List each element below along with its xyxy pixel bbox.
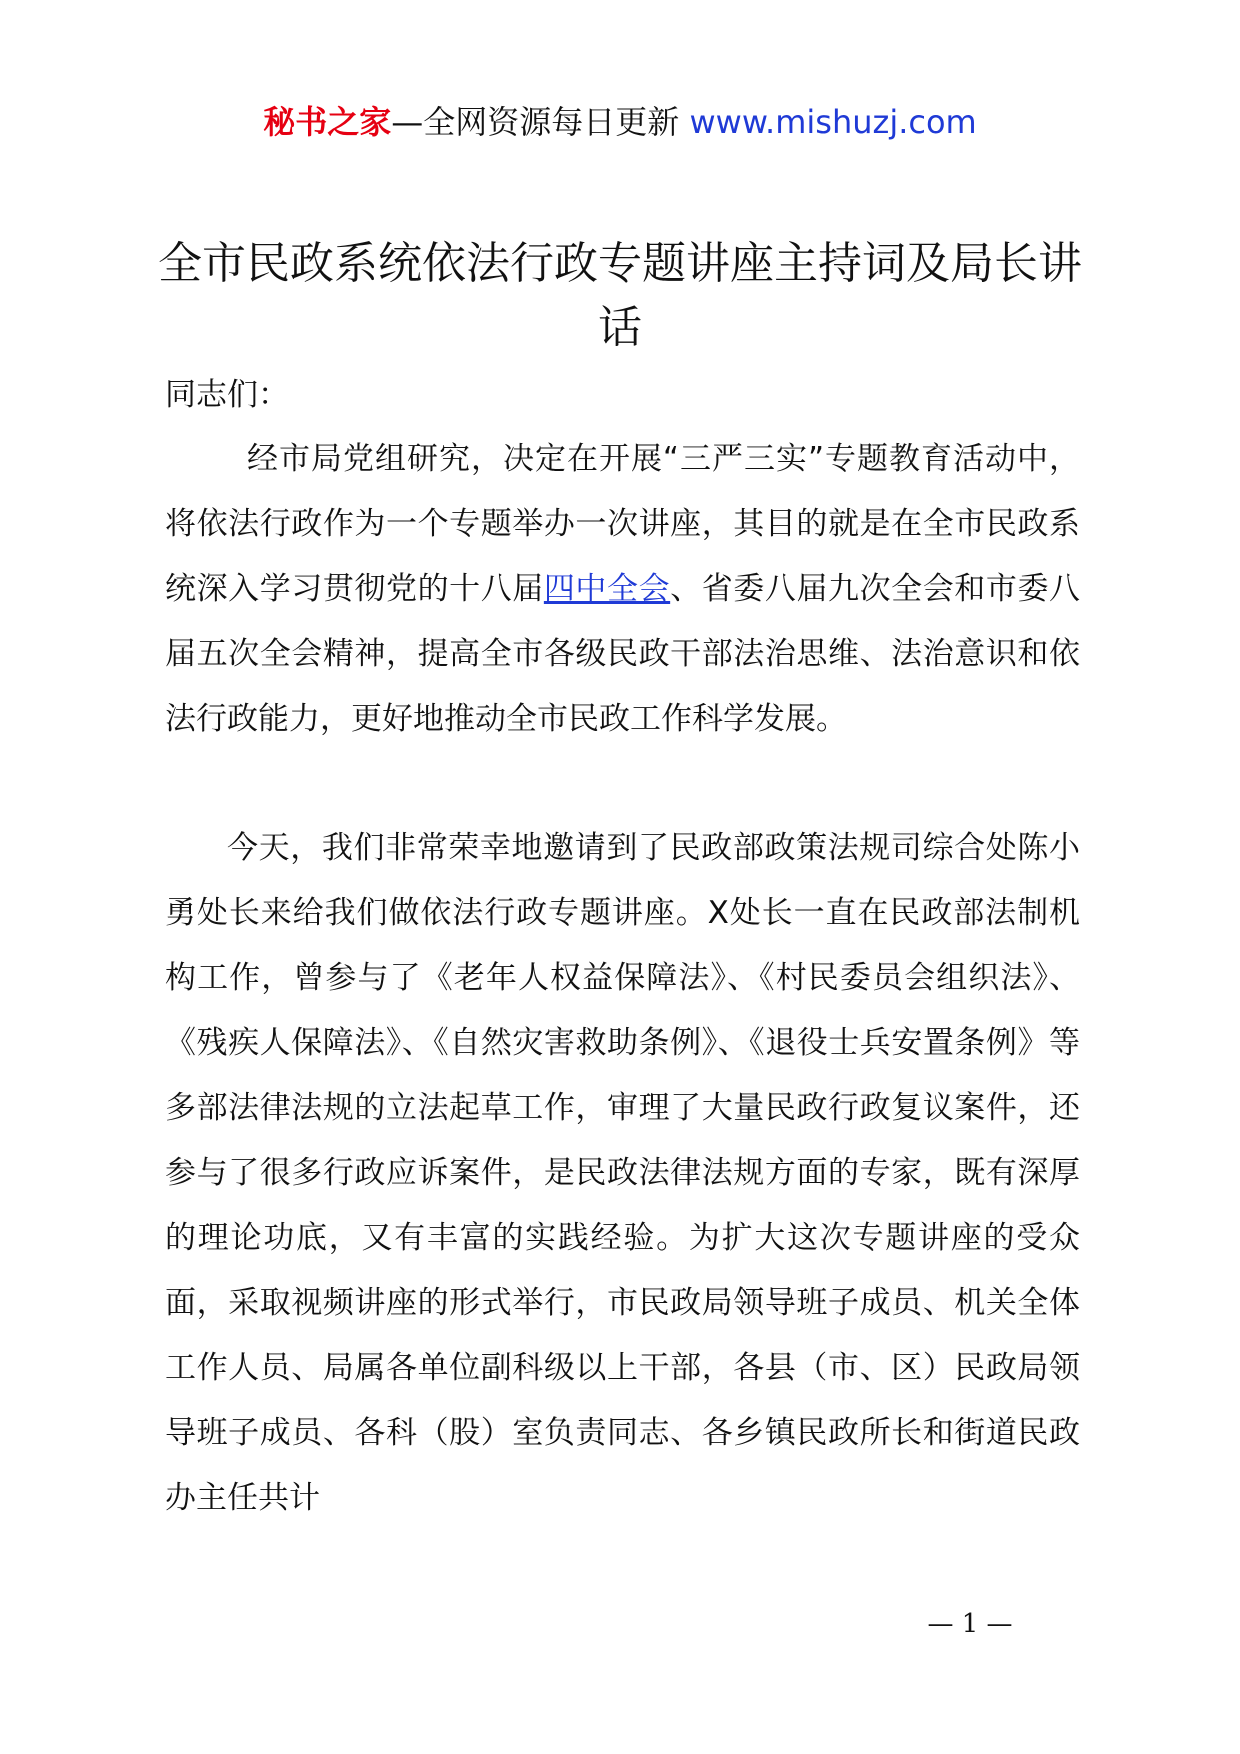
paragraph-1-text-b: 、省委八届九次全会和市委八届五次全会精神，提高全市各级民政干部法治思维、法治意识和依法行政能力，更好地推动全市民政工作科学发展。: [165, 571, 1081, 737]
salutation: 同志们：: [165, 377, 289, 413]
site-banner: [0, 96, 1240, 148]
paragraph-2: 今天，我们非常荣幸地邀请到了民政部政策法规司综合处陈小勇处长来给我们做依法行政专题讲座。X处长一直在民政部法制机构工作，曾参与了《老年人权益保障法》、《村民委员会组织法》、《残疾人保障法》、《自然灾害救助条例》、《退役士兵安置条例》等多部法律法规的立法起草工作，审理了大量民政行政复议案件，还参与了很多行政应诉案件，是民政法律法规方面的专家，既有深厚的理论功底，又有丰富的实践经验。为扩大这次专题讲座的受众面，采取视频讲座的形式举行，市民政局领导班子成员、机关全体工作人员、局属各单位副科级以上干部，各县（市、区）民政局领导班子成员、各科（股）室负责同志、各乡镇民政所长和街道民政办主任共计: [165, 830, 1080, 1516]
site-brand: 秘书之家: [263, 103, 392, 141]
fourth-plenary-link[interactable]: 四中全会: [543, 571, 671, 607]
site-tagline: —全网资源每日更新: [391, 103, 690, 141]
paragraph-1-text-a: 经市局党组研究，决定在开展“三严三实”专题教育活动中，将依法行政作为一个专题举办一次讲座，其目的就是在全市民政系统深入学习贯彻党的十八届: [165, 441, 1080, 607]
paragraph-1: [165, 427, 1080, 752]
site-url-link[interactable]: www.mishuzj.com: [689, 103, 977, 141]
document-title: 全市民政系统依法行政专题讲座主持词及局长讲话: [158, 238, 1082, 353]
page-number: — 1 —: [927, 1609, 1013, 1639]
